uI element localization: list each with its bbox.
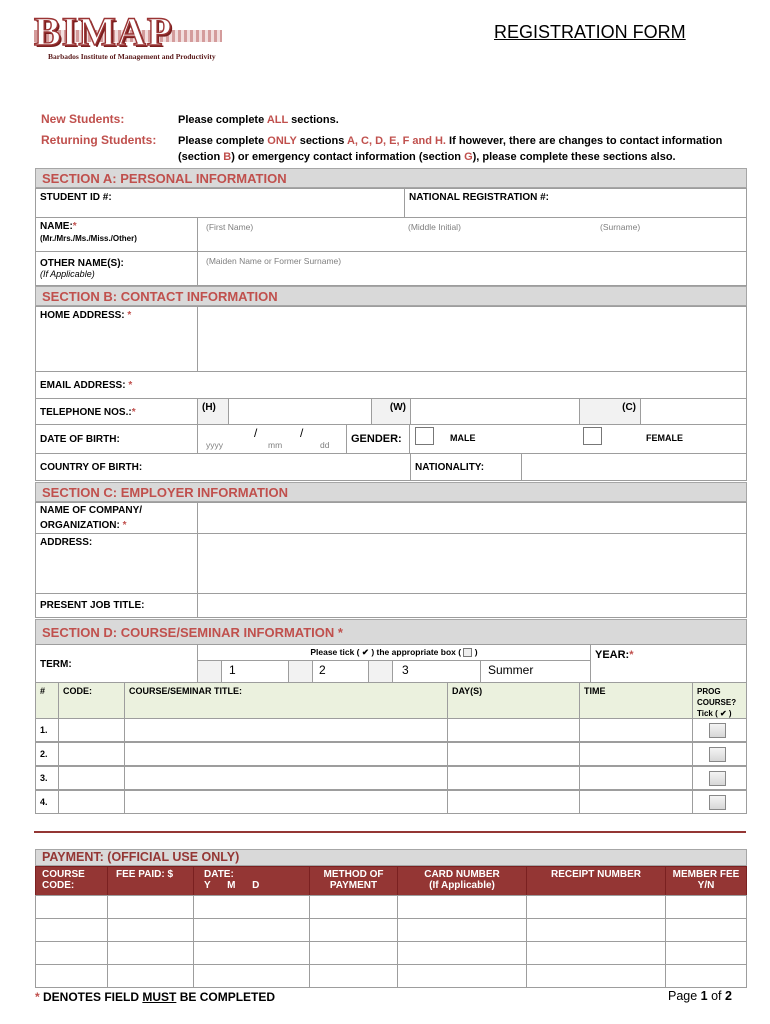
row-time-input[interactable] bbox=[579, 766, 693, 790]
prog-course-checkbox[interactable] bbox=[709, 723, 726, 738]
payment-table-cell[interactable] bbox=[526, 941, 666, 965]
payment-table-cell[interactable] bbox=[665, 895, 747, 919]
row-prog-cell[interactable] bbox=[692, 718, 747, 742]
date-of-birth-label: DATE OF BIRTH: bbox=[35, 424, 198, 454]
payment-table-cell[interactable] bbox=[665, 941, 747, 965]
section-d-heading: SECTION D: COURSE/SEMINAR INFORMATION * bbox=[35, 619, 747, 645]
returning-students-text: Please complete ONLY sections A, C, D, E, F and H. If however, there are changes to contact information (section B) or emergency contact information (section G), please complete these sections also. bbox=[178, 135, 723, 163]
payment-table-cell[interactable] bbox=[526, 918, 666, 942]
pay-col-card-number: CARD NUMBER (If Applicable) bbox=[397, 866, 527, 896]
payment-table-cell[interactable] bbox=[397, 964, 527, 988]
tick-instruction: Please tick ( ✔ ) the appropriate box ( ) bbox=[197, 644, 591, 661]
date-of-birth-input[interactable]: / / yyyy mm dd bbox=[197, 424, 347, 454]
payment-table-cell[interactable] bbox=[35, 964, 108, 988]
col-title-header: COURSE/SEMINAR TITLE: bbox=[124, 682, 448, 719]
page-number: Page 1 of 2 bbox=[668, 989, 732, 1003]
pay-col-method: METHOD OF PAYMENT bbox=[309, 866, 398, 896]
col-time-header: TIME bbox=[579, 682, 693, 719]
telephone-h-input[interactable] bbox=[228, 398, 372, 425]
payment-table-cell[interactable] bbox=[107, 895, 194, 919]
row-time-input[interactable] bbox=[579, 790, 693, 814]
term-2-checkbox[interactable] bbox=[288, 660, 313, 683]
payment-table-cell[interactable] bbox=[665, 964, 747, 988]
row-code-input[interactable] bbox=[58, 790, 125, 814]
col-number-header: # bbox=[35, 682, 59, 719]
payment-table-cell[interactable] bbox=[35, 941, 108, 965]
job-title-input[interactable] bbox=[197, 593, 747, 618]
telephone-c-input[interactable] bbox=[640, 398, 747, 425]
term-1-label: 1 bbox=[221, 660, 289, 683]
employer-address-label: ADDRESS: bbox=[35, 533, 198, 594]
job-title-label: PRESENT JOB TITLE: bbox=[35, 593, 198, 618]
payment-table-cell[interactable] bbox=[35, 918, 108, 942]
row-number: 4. bbox=[35, 790, 59, 814]
section-b-heading: SECTION B: CONTACT INFORMATION bbox=[35, 286, 747, 306]
page-title: REGISTRATION FORM bbox=[494, 22, 686, 42]
pay-col-receipt-number: RECEIPT NUMBER bbox=[526, 866, 666, 896]
gender-label: GENDER: bbox=[346, 424, 410, 454]
payment-table-cell[interactable] bbox=[193, 895, 310, 919]
logo-wordmark: BIMAP bbox=[34, 9, 173, 54]
row-days-input[interactable] bbox=[447, 718, 580, 742]
payment-table-cell[interactable] bbox=[193, 918, 310, 942]
row-days-input[interactable] bbox=[447, 742, 580, 766]
payment-table-cell[interactable] bbox=[107, 964, 194, 988]
payment-table-cell[interactable] bbox=[193, 941, 310, 965]
payment-table-cell[interactable] bbox=[107, 941, 194, 965]
row-number: 3. bbox=[35, 766, 59, 790]
other-names-label-cell: OTHER NAME(S): (If Applicable) bbox=[35, 251, 198, 286]
row-prog-cell[interactable] bbox=[692, 766, 747, 790]
payment-table-cell[interactable] bbox=[397, 941, 527, 965]
row-code-input[interactable] bbox=[58, 742, 125, 766]
nationality-label: NATIONALITY: bbox=[410, 453, 522, 481]
payment-table-cell[interactable] bbox=[526, 895, 666, 919]
name-input[interactable]: (First Name) (Middle Initial) (Surname) bbox=[197, 217, 747, 252]
returning-students-label: Returning Students: bbox=[41, 133, 157, 147]
pay-col-date: DATE: Y M D bbox=[193, 866, 310, 896]
payment-table-cell[interactable] bbox=[35, 895, 108, 919]
telephone-w-label: (W) bbox=[371, 398, 411, 425]
col-prog-course-header: PROG COURSE? Tick ( ✔ ) bbox=[692, 682, 747, 719]
col-days-header: DAY(S) bbox=[447, 682, 580, 719]
bimap-logo bbox=[34, 9, 224, 62]
col-code-header: CODE: bbox=[58, 682, 125, 719]
logo-subtitle: Barbados Institute of Management and Productivity bbox=[48, 52, 216, 61]
home-address-input[interactable] bbox=[197, 306, 747, 372]
pay-col-course-code: COURSE CODE: bbox=[35, 866, 108, 896]
female-label: FEMALE bbox=[646, 433, 683, 443]
row-title-input[interactable] bbox=[124, 790, 448, 814]
row-time-input[interactable] bbox=[579, 742, 693, 766]
term-3-label: 3 bbox=[392, 660, 481, 683]
student-id-label: STUDENT ID #: bbox=[35, 188, 405, 218]
company-label: NAME OF COMPANY/ ORGANIZATION: * bbox=[35, 502, 198, 534]
term-1-checkbox[interactable] bbox=[197, 660, 222, 683]
row-number: 2. bbox=[35, 742, 59, 766]
telephone-h-label: (H) bbox=[197, 398, 372, 425]
prog-course-checkbox[interactable] bbox=[709, 747, 726, 762]
row-days-input[interactable] bbox=[447, 766, 580, 790]
payment-table-cell[interactable] bbox=[526, 964, 666, 988]
section-divider bbox=[34, 831, 746, 833]
payment-table-cell[interactable] bbox=[309, 941, 398, 965]
female-checkbox[interactable] bbox=[583, 427, 602, 445]
email-address-field[interactable]: EMAIL ADDRESS: * bbox=[35, 371, 747, 399]
row-number: 1. bbox=[35, 718, 59, 742]
year-label: YEAR:* bbox=[590, 644, 747, 683]
section-c-heading: SECTION C: EMPLOYER INFORMATION bbox=[35, 482, 747, 502]
row-title-input[interactable] bbox=[124, 742, 448, 766]
payment-table-cell[interactable] bbox=[309, 895, 398, 919]
term-label: TERM: bbox=[35, 644, 198, 683]
prog-course-checkbox[interactable] bbox=[709, 771, 726, 786]
pay-col-fee-paid: FEE PAID: $ bbox=[107, 866, 194, 896]
new-students-text: Please complete ALL sections. bbox=[178, 114, 339, 126]
male-label: MALE bbox=[450, 433, 476, 443]
term-3-checkbox[interactable] bbox=[368, 660, 393, 683]
payment-table-cell[interactable] bbox=[309, 964, 398, 988]
payment-table-cell[interactable] bbox=[397, 918, 527, 942]
national-registration-label: NATIONAL REGISTRATION #: bbox=[404, 188, 747, 218]
payment-table-cell[interactable] bbox=[309, 918, 398, 942]
male-checkbox[interactable] bbox=[415, 427, 434, 445]
payment-heading: PAYMENT: (OFFICIAL USE ONLY) bbox=[35, 849, 747, 866]
telephone-c-label: (C) bbox=[579, 398, 641, 425]
pay-col-member-fee: MEMBER FEE Y/N bbox=[665, 866, 747, 896]
telephone-label: TELEPHONE NOS.:* bbox=[35, 398, 198, 425]
row-days-input[interactable] bbox=[447, 790, 580, 814]
row-title-input[interactable] bbox=[124, 766, 448, 790]
row-time-input[interactable] bbox=[579, 718, 693, 742]
telephone-w-input[interactable] bbox=[410, 398, 580, 425]
payment-table-cell[interactable] bbox=[397, 895, 527, 919]
name-label-cell: NAME:* (Mr./Mrs./Ms./Miss./Other) bbox=[35, 217, 198, 252]
row-code-input[interactable] bbox=[58, 718, 125, 742]
row-code-input[interactable] bbox=[58, 766, 125, 790]
payment-table-cell[interactable] bbox=[107, 918, 194, 942]
home-address-label: HOME ADDRESS: * bbox=[35, 306, 198, 372]
country-of-birth-field[interactable]: COUNTRY OF BIRTH: bbox=[35, 453, 411, 481]
row-prog-cell[interactable] bbox=[692, 790, 747, 814]
nationality-input[interactable] bbox=[521, 453, 747, 481]
other-names-input[interactable]: (Maiden Name or Former Surname) bbox=[197, 251, 747, 286]
prog-course-checkbox[interactable] bbox=[709, 795, 726, 810]
required-note: * DENOTES FIELD MUST BE COMPLETED bbox=[35, 990, 276, 1004]
term-2-label: 2 bbox=[312, 660, 369, 683]
company-input[interactable] bbox=[197, 502, 747, 534]
row-prog-cell[interactable] bbox=[692, 742, 747, 766]
section-a-heading: SECTION A: PERSONAL INFORMATION bbox=[35, 168, 747, 188]
payment-table-cell[interactable] bbox=[665, 918, 747, 942]
new-students-label: New Students: bbox=[41, 112, 125, 126]
row-title-input[interactable] bbox=[124, 718, 448, 742]
term-summer-label: Summer bbox=[480, 660, 591, 683]
payment-table-cell[interactable] bbox=[193, 964, 310, 988]
employer-address-input[interactable] bbox=[197, 533, 747, 594]
